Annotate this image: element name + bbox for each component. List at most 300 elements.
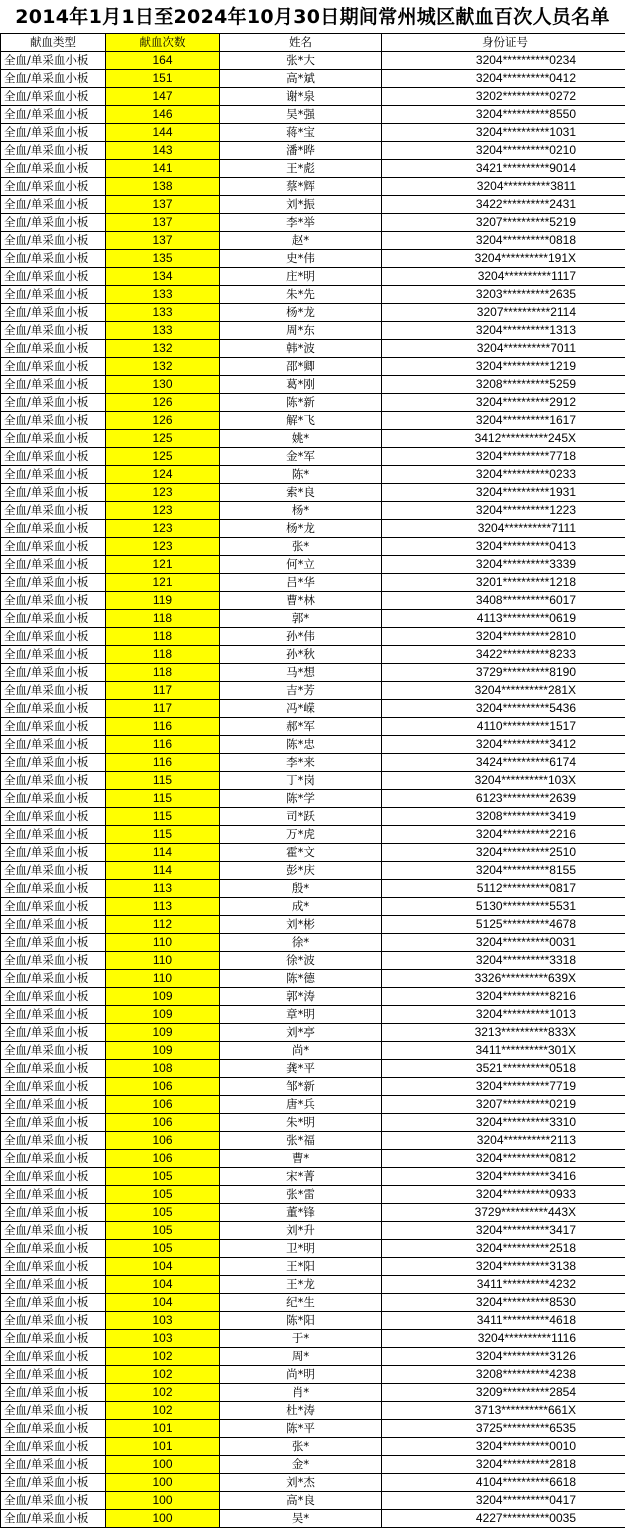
cell-id-number: 3204**********8530: [382, 1294, 625, 1312]
cell-donation-count: 115: [106, 826, 220, 844]
cell-donor-name: 孙*伟: [220, 628, 382, 646]
cell-id-number: 3204**********0812: [382, 1150, 625, 1168]
cell-donor-name: 于*: [220, 1330, 382, 1348]
cell-donor-name: 刘*彬: [220, 916, 382, 934]
cell-donor-name: 金*军: [220, 448, 382, 466]
cell-donor-name: 吴*: [220, 1510, 382, 1528]
cell-donation-type: 全血/单采血小板: [1, 1348, 106, 1366]
table-row: [1, 736, 625, 754]
cell-donation-type: 全血/单采血小板: [1, 700, 106, 718]
table-row: [1, 376, 625, 394]
cell-donation-type: 全血/单采血小板: [1, 1114, 106, 1132]
table-row: [1, 1438, 625, 1456]
cell-donation-count: 115: [106, 808, 220, 826]
cell-donation-type: 全血/单采血小板: [1, 574, 106, 592]
cell-donation-count: 105: [106, 1204, 220, 1222]
cell-donation-count: 132: [106, 340, 220, 358]
table-row: [1, 178, 625, 196]
table-row: [1, 934, 625, 952]
cell-id-number: 3204**********3417: [382, 1222, 625, 1240]
table-row: [1, 1366, 625, 1384]
cell-id-number: 3204**********8550: [382, 106, 625, 124]
cell-donation-count: 137: [106, 214, 220, 232]
cell-donation-count: 151: [106, 70, 220, 88]
cell-donation-count: 117: [106, 700, 220, 718]
table-row: [1, 1240, 625, 1258]
cell-donor-name: 孙*秋: [220, 646, 382, 664]
cell-donation-count: 106: [106, 1096, 220, 1114]
table-row: [1, 1330, 625, 1348]
cell-donation-type: 全血/单采血小板: [1, 520, 106, 538]
cell-donor-name: 曹*: [220, 1150, 382, 1168]
cell-donation-type: 全血/单采血小板: [1, 1510, 106, 1528]
cell-donor-name: 王*彪: [220, 160, 382, 178]
cell-donor-name: 尚*: [220, 1042, 382, 1060]
table-row: [1, 1258, 625, 1276]
cell-donor-name: 陈*忠: [220, 736, 382, 754]
cell-donation-type: 全血/单采血小板: [1, 970, 106, 988]
cell-donation-count: 119: [106, 592, 220, 610]
cell-id-number: 3411**********4232: [382, 1276, 625, 1294]
cell-donation-type: 全血/单采血小板: [1, 1204, 106, 1222]
cell-id-number: 3713**********661X: [382, 1402, 625, 1420]
table-row: [1, 1294, 625, 1312]
table-row: [1, 502, 625, 520]
cell-donor-name: 宋*菁: [220, 1168, 382, 1186]
cell-id-number: 3204**********2818: [382, 1456, 625, 1474]
cell-id-number: 3204**********1931: [382, 484, 625, 502]
cell-id-number: 3729**********8190: [382, 664, 625, 682]
cell-id-number: 3204**********191X: [382, 250, 625, 268]
cell-donation-count: 109: [106, 1042, 220, 1060]
cell-donation-count: 133: [106, 286, 220, 304]
cell-donor-name: 解*飞: [220, 412, 382, 430]
cell-donation-count: 103: [106, 1312, 220, 1330]
cell-donation-type: 全血/单采血小板: [1, 448, 106, 466]
table-row: [1, 394, 625, 412]
cell-id-number: 3204**********1617: [382, 412, 625, 430]
cell-donor-name: 杨*: [220, 502, 382, 520]
cell-donation-type: 全血/单采血小板: [1, 736, 106, 754]
table-row: [1, 916, 625, 934]
cell-id-number: 3204**********7719: [382, 1078, 625, 1096]
cell-donation-type: 全血/单采血小板: [1, 286, 106, 304]
cell-donation-count: 143: [106, 142, 220, 160]
cell-id-number: 3204**********2113: [382, 1132, 625, 1150]
table-row: [1, 844, 625, 862]
cell-donor-name: 葛*刚: [220, 376, 382, 394]
cell-id-number: 6123**********2639: [382, 790, 625, 808]
cell-donation-count: 104: [106, 1276, 220, 1294]
cell-donor-name: 潘*晔: [220, 142, 382, 160]
cell-donation-count: 103: [106, 1330, 220, 1348]
cell-donation-count: 106: [106, 1078, 220, 1096]
cell-donation-count: 104: [106, 1258, 220, 1276]
cell-donor-name: 曹*林: [220, 592, 382, 610]
cell-donor-name: 何*立: [220, 556, 382, 574]
cell-donor-name: 蔡*辉: [220, 178, 382, 196]
cell-donation-type: 全血/单采血小板: [1, 1474, 106, 1492]
table-row: [1, 448, 625, 466]
cell-id-number: 3204**********1313: [382, 322, 625, 340]
cell-donor-name: 刘*振: [220, 196, 382, 214]
cell-id-number: 4113**********0619: [382, 610, 625, 628]
cell-donation-count: 110: [106, 934, 220, 952]
cell-donor-name: 徐*波: [220, 952, 382, 970]
cell-donation-count: 138: [106, 178, 220, 196]
cell-donor-name: 马*想: [220, 664, 382, 682]
table-row: [1, 70, 625, 88]
cell-donation-type: 全血/单采血小板: [1, 628, 106, 646]
table-row: [1, 1114, 625, 1132]
cell-donor-name: 高*良: [220, 1492, 382, 1510]
cell-id-number: 3204**********7011: [382, 340, 625, 358]
cell-donation-type: 全血/单采血小板: [1, 466, 106, 484]
cell-id-number: 3204**********2216: [382, 826, 625, 844]
cell-donation-type: 全血/单采血小板: [1, 106, 106, 124]
table-row: [1, 790, 625, 808]
cell-donation-type: 全血/单采血小板: [1, 1240, 106, 1258]
table-row: [1, 574, 625, 592]
cell-id-number: 3202**********0272: [382, 88, 625, 106]
cell-donation-type: 全血/单采血小板: [1, 1366, 106, 1384]
cell-donor-name: 谢*泉: [220, 88, 382, 106]
cell-donor-name: 李*来: [220, 754, 382, 772]
cell-donation-type: 全血/单采血小板: [1, 1096, 106, 1114]
cell-donation-count: 141: [106, 160, 220, 178]
cell-donor-name: 郭*涛: [220, 988, 382, 1006]
cell-id-number: 3207**********2114: [382, 304, 625, 322]
cell-donation-count: 118: [106, 610, 220, 628]
cell-donor-name: 唐*兵: [220, 1096, 382, 1114]
table-row: [1, 322, 625, 340]
cell-donor-name: 吴*强: [220, 106, 382, 124]
cell-donation-count: 100: [106, 1456, 220, 1474]
cell-donation-count: 106: [106, 1150, 220, 1168]
cell-id-number: 3204**********0818: [382, 232, 625, 250]
cell-donor-name: 邹*新: [220, 1078, 382, 1096]
cell-donor-name: 张*雷: [220, 1186, 382, 1204]
cell-donation-count: 102: [106, 1384, 220, 1402]
table-row: [1, 1060, 625, 1078]
cell-donor-name: 邵*卿: [220, 358, 382, 376]
cell-id-number: 3213**********833X: [382, 1024, 625, 1042]
cell-donor-name: 彭*庆: [220, 862, 382, 880]
cell-donor-name: 张*: [220, 1438, 382, 1456]
cell-donor-name: 朱*明: [220, 1114, 382, 1132]
cell-donation-count: 104: [106, 1294, 220, 1312]
cell-donation-type: 全血/单采血小板: [1, 898, 106, 916]
cell-donation-type: 全血/单采血小板: [1, 52, 106, 70]
cell-id-number: 3204**********1013: [382, 1006, 625, 1024]
cell-donation-type: 全血/单采血小板: [1, 232, 106, 250]
cell-donation-type: 全血/单采血小板: [1, 394, 106, 412]
cell-donation-type: 全血/单采血小板: [1, 1132, 106, 1150]
table-row: [1, 268, 625, 286]
table-row: [1, 214, 625, 232]
table-row: [1, 1474, 625, 1492]
cell-donor-name: 司*跃: [220, 808, 382, 826]
cell-donation-count: 113: [106, 880, 220, 898]
cell-donor-name: 刘*亭: [220, 1024, 382, 1042]
table-row: [1, 1276, 625, 1294]
cell-donation-count: 105: [106, 1222, 220, 1240]
page-title: 2014年1月1日至2024年10月30日期间常州城区献血百次人员名单: [15, 6, 610, 28]
cell-id-number: 4104**********6618: [382, 1474, 625, 1492]
cell-id-number: 3521**********0518: [382, 1060, 625, 1078]
cell-id-number: 3204**********1219: [382, 358, 625, 376]
table-row: [1, 682, 625, 700]
cell-id-number: 3204**********0233: [382, 466, 625, 484]
cell-donation-count: 121: [106, 556, 220, 574]
cell-id-number: 3204**********0031: [382, 934, 625, 952]
cell-donation-type: 全血/单采血小板: [1, 376, 106, 394]
cell-id-number: 3421**********9014: [382, 160, 625, 178]
cell-donor-name: 周*东: [220, 322, 382, 340]
table-row: [1, 1150, 625, 1168]
cell-donation-count: 147: [106, 88, 220, 106]
cell-donor-name: 金*: [220, 1456, 382, 1474]
table-row: [1, 520, 625, 538]
cell-donation-count: 134: [106, 268, 220, 286]
cell-donation-count: 126: [106, 394, 220, 412]
cell-donation-count: 118: [106, 664, 220, 682]
cell-donation-type: 全血/单采血小板: [1, 826, 106, 844]
cell-id-number: 3204**********2912: [382, 394, 625, 412]
cell-id-number: 3424**********6174: [382, 754, 625, 772]
cell-donation-count: 133: [106, 322, 220, 340]
cell-donation-type: 全血/单采血小板: [1, 430, 106, 448]
cell-donation-count: 112: [106, 916, 220, 934]
cell-donor-name: 吉*芳: [220, 682, 382, 700]
cell-donor-name: 高*斌: [220, 70, 382, 88]
cell-donor-name: 卫*明: [220, 1240, 382, 1258]
cell-donation-type: 全血/单采血小板: [1, 412, 106, 430]
table-row: [1, 1420, 625, 1438]
cell-donation-count: 100: [106, 1492, 220, 1510]
table-row: [1, 1312, 625, 1330]
cell-donor-name: 周*: [220, 1348, 382, 1366]
cell-donation-type: 全血/单采血小板: [1, 916, 106, 934]
cell-donation-count: 123: [106, 520, 220, 538]
table-row: [1, 592, 625, 610]
cell-donation-count: 114: [106, 844, 220, 862]
table-row: [1, 1168, 625, 1186]
table-row: [1, 466, 625, 484]
cell-donor-name: 吕*华: [220, 574, 382, 592]
cell-donor-name: 杨*龙: [220, 520, 382, 538]
cell-donation-count: 110: [106, 970, 220, 988]
cell-donation-count: 118: [106, 628, 220, 646]
cell-id-number: 3204**********1223: [382, 502, 625, 520]
table-row: [1, 772, 625, 790]
cell-donation-type: 全血/单采血小板: [1, 1222, 106, 1240]
cell-donation-count: 113: [106, 898, 220, 916]
table-row: [1, 1042, 625, 1060]
cell-id-number: 3204**********0417: [382, 1492, 625, 1510]
cell-donor-name: 董*锋: [220, 1204, 382, 1222]
table-row: [1, 124, 625, 142]
cell-donation-type: 全血/单采血小板: [1, 538, 106, 556]
cell-donation-count: 133: [106, 304, 220, 322]
table-row: [1, 1492, 625, 1510]
cell-id-number: 3204**********0413: [382, 538, 625, 556]
cell-donation-count: 164: [106, 52, 220, 70]
cell-id-number: 3411**********301X: [382, 1042, 625, 1060]
cell-donor-name: 陈*新: [220, 394, 382, 412]
cell-donation-count: 102: [106, 1402, 220, 1420]
cell-donation-type: 全血/单采血小板: [1, 988, 106, 1006]
cell-donation-count: 123: [106, 502, 220, 520]
cell-donation-count: 105: [106, 1186, 220, 1204]
cell-donation-type: 全血/单采血小板: [1, 502, 106, 520]
cell-id-number: 3204**********7111: [382, 520, 625, 538]
table-row: [1, 1096, 625, 1114]
cell-donor-name: 杜*涛: [220, 1402, 382, 1420]
table-row: [1, 538, 625, 556]
cell-id-number: 3204**********2810: [382, 628, 625, 646]
table-row: [1, 430, 625, 448]
cell-donation-type: 全血/单采血小板: [1, 70, 106, 88]
table-row: [1, 988, 625, 1006]
cell-donation-type: 全血/单采血小板: [1, 1438, 106, 1456]
cell-donor-name: 纪*生: [220, 1294, 382, 1312]
cell-id-number: 3204**********0412: [382, 70, 625, 88]
table-row: [1, 1402, 625, 1420]
cell-donation-count: 137: [106, 196, 220, 214]
column-header-type: 献血类型: [1, 34, 106, 52]
cell-donation-count: 105: [106, 1168, 220, 1186]
cell-donor-name: 韩*波: [220, 340, 382, 358]
cell-donation-type: 全血/单采血小板: [1, 1060, 106, 1078]
cell-id-number: 3204**********0933: [382, 1186, 625, 1204]
cell-id-number: 3204**********1031: [382, 124, 625, 142]
cell-id-number: 3204**********5436: [382, 700, 625, 718]
table-row: [1, 412, 625, 430]
cell-donor-name: 蒋*宝: [220, 124, 382, 142]
cell-donor-name: 刘*杰: [220, 1474, 382, 1492]
cell-donor-name: 张*福: [220, 1132, 382, 1150]
table-row: [1, 718, 625, 736]
cell-donation-type: 全血/单采血小板: [1, 304, 106, 322]
cell-donation-type: 全血/单采血小板: [1, 1456, 106, 1474]
cell-id-number: 3204**********3318: [382, 952, 625, 970]
cell-donor-name: 成*: [220, 898, 382, 916]
cell-id-number: 4110**********1517: [382, 718, 625, 736]
cell-id-number: 5125**********4678: [382, 916, 625, 934]
cell-donation-type: 全血/单采血小板: [1, 646, 106, 664]
cell-donation-count: 100: [106, 1474, 220, 1492]
cell-id-number: 3208**********3419: [382, 808, 625, 826]
cell-donation-count: 115: [106, 790, 220, 808]
table-row: [1, 610, 625, 628]
table-row: [1, 304, 625, 322]
table-row: [1, 340, 625, 358]
cell-id-number: 3204**********3412: [382, 736, 625, 754]
table-row: [1, 952, 625, 970]
cell-donor-name: 万*虎: [220, 826, 382, 844]
cell-donation-type: 全血/单采血小板: [1, 1042, 106, 1060]
cell-id-number: 3204**********3339: [382, 556, 625, 574]
table-row: [1, 1204, 625, 1222]
cell-donor-name: 史*伟: [220, 250, 382, 268]
cell-id-number: 3204**********8155: [382, 862, 625, 880]
cell-donation-count: 117: [106, 682, 220, 700]
table-row: [1, 196, 625, 214]
cell-donor-name: 王*阳: [220, 1258, 382, 1276]
cell-donation-count: 101: [106, 1420, 220, 1438]
cell-donation-type: 全血/单采血小板: [1, 1078, 106, 1096]
cell-id-number: 3209**********2854: [382, 1384, 625, 1402]
table-row: [1, 664, 625, 682]
cell-donation-type: 全血/单采血小板: [1, 484, 106, 502]
cell-id-number: 3422**********2431: [382, 196, 625, 214]
cell-donor-name: 姚*: [220, 430, 382, 448]
table-row: [1, 286, 625, 304]
cell-donation-type: 全血/单采血小板: [1, 1186, 106, 1204]
cell-donation-count: 102: [106, 1348, 220, 1366]
cell-id-number: 3203**********2635: [382, 286, 625, 304]
cell-donation-count: 110: [106, 952, 220, 970]
table-row: [1, 808, 625, 826]
cell-id-number: 3201**********1218: [382, 574, 625, 592]
cell-id-number: 3729**********443X: [382, 1204, 625, 1222]
cell-donation-type: 全血/单采血小板: [1, 1150, 106, 1168]
cell-id-number: 3204**********3416: [382, 1168, 625, 1186]
cell-donation-count: 132: [106, 358, 220, 376]
cell-donation-type: 全血/单采血小板: [1, 358, 106, 376]
cell-donation-type: 全血/单采血小板: [1, 1024, 106, 1042]
cell-donor-name: 龚*平: [220, 1060, 382, 1078]
table-row: [1, 646, 625, 664]
cell-donation-type: 全血/单采血小板: [1, 214, 106, 232]
cell-donor-name: 张*大: [220, 52, 382, 70]
cell-donation-count: 121: [106, 574, 220, 592]
cell-donor-name: 陈*德: [220, 970, 382, 988]
cell-id-number: 3208**********5259: [382, 376, 625, 394]
cell-id-number: 3408**********6017: [382, 592, 625, 610]
cell-id-number: 3204**********0010: [382, 1438, 625, 1456]
cell-donation-count: 125: [106, 430, 220, 448]
cell-id-number: 3326**********639X: [382, 970, 625, 988]
table-row: [1, 880, 625, 898]
cell-id-number: 3204**********0210: [382, 142, 625, 160]
cell-donation-type: 全血/单采血小板: [1, 556, 106, 574]
cell-id-number: 3204**********281X: [382, 682, 625, 700]
cell-id-number: 3204**********2510: [382, 844, 625, 862]
cell-donation-count: 100: [106, 1510, 220, 1528]
cell-donation-type: 全血/单采血小板: [1, 1006, 106, 1024]
cell-donation-type: 全血/单采血小板: [1, 250, 106, 268]
cell-donation-count: 101: [106, 1438, 220, 1456]
cell-donor-name: 陈*学: [220, 790, 382, 808]
table-row: [1, 754, 625, 772]
cell-donor-name: 张*: [220, 538, 382, 556]
cell-donation-count: 123: [106, 538, 220, 556]
cell-donation-type: 全血/单采血小板: [1, 772, 106, 790]
cell-donor-name: 李*举: [220, 214, 382, 232]
cell-id-number: 3204**********1116: [382, 1330, 625, 1348]
table-row: [1, 1006, 625, 1024]
table-row: [1, 106, 625, 124]
cell-id-number: 3422**********8233: [382, 646, 625, 664]
cell-donation-count: 125: [106, 448, 220, 466]
cell-id-number: 3204**********8216: [382, 988, 625, 1006]
table-row: [1, 1510, 625, 1528]
cell-donation-count: 116: [106, 754, 220, 772]
cell-id-number: 3204**********0234: [382, 52, 625, 70]
cell-id-number: 3204**********1117: [382, 268, 625, 286]
